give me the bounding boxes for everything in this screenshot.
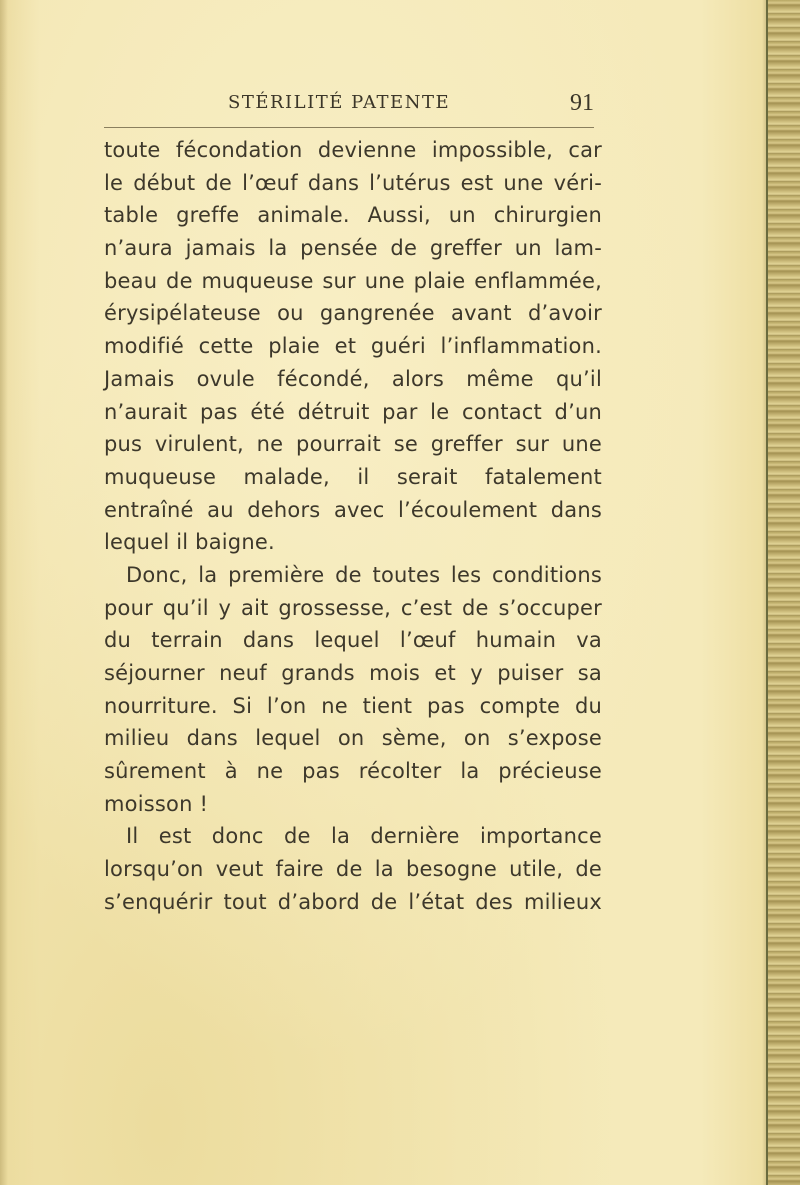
- text-line: lorsqu’on veut faire de la besogne utile, de: [104, 857, 602, 882]
- running-title: STÉRILITÉ PATENTE: [228, 92, 451, 113]
- text-line: pour qu’il y ait grossesse, c’est de s’occuper: [104, 595, 602, 620]
- body-text: [104, 134, 602, 919]
- text-line: n’aurait pas été détruit par le contact d’un: [104, 399, 602, 424]
- text-line: beau de muqueuse sur une plaie enflammée,: [104, 268, 602, 293]
- text-line: sûrement à ne pas récolter la précieuse: [104, 759, 602, 784]
- text-line: milieu dans lequel on sème, on s’expose: [104, 726, 602, 751]
- text-line: du terrain dans lequel l’œuf humain va: [104, 628, 602, 653]
- text-line: Donc, la première de toutes les conditions: [126, 562, 602, 587]
- text-line: séjourner neuf grands mois et y puiser sa: [104, 661, 602, 685]
- text-line: nourriture. Si l’on ne tient pas compte du: [104, 693, 602, 718]
- text-line: table greffe animale. Aussi, un chirurgien: [104, 203, 602, 228]
- text-line: lequel il baigne.: [104, 530, 275, 555]
- text-line: toute fécondation devienne impossible, car: [104, 138, 602, 162]
- text-line: Jamais ovule fécondé, alors même qu’il: [104, 366, 602, 391]
- text-line: pus virulent, ne pourrait se greffer sur une: [104, 432, 602, 457]
- text-line: muqueuse malade, il serait fatalement: [104, 464, 602, 489]
- text-line: le début de l’œuf dans l’utérus est une véri-: [104, 170, 602, 195]
- text-line: érysipélateuse ou gangrenée avant d’avoir: [104, 301, 602, 326]
- running-head: [104, 92, 594, 120]
- page-number: 91: [570, 90, 594, 116]
- text-line: modifié cette plaie et guéri l’inflammation.: [104, 334, 602, 359]
- text-line: s’enquérir tout d’abord de l’état des milieux: [104, 889, 602, 914]
- text-line: n’aura jamais la pensée de greffer un lam-: [104, 236, 602, 261]
- text-line: moisson !: [104, 791, 209, 816]
- page-gutter-shadow: [0, 0, 8, 1185]
- header-rule: [104, 127, 594, 128]
- text-line: entraîné au dehors avec l’écoulement dans: [104, 497, 602, 522]
- book-fore-edge: [766, 0, 800, 1185]
- text-line: Il est donc de la dernière importance: [126, 824, 602, 849]
